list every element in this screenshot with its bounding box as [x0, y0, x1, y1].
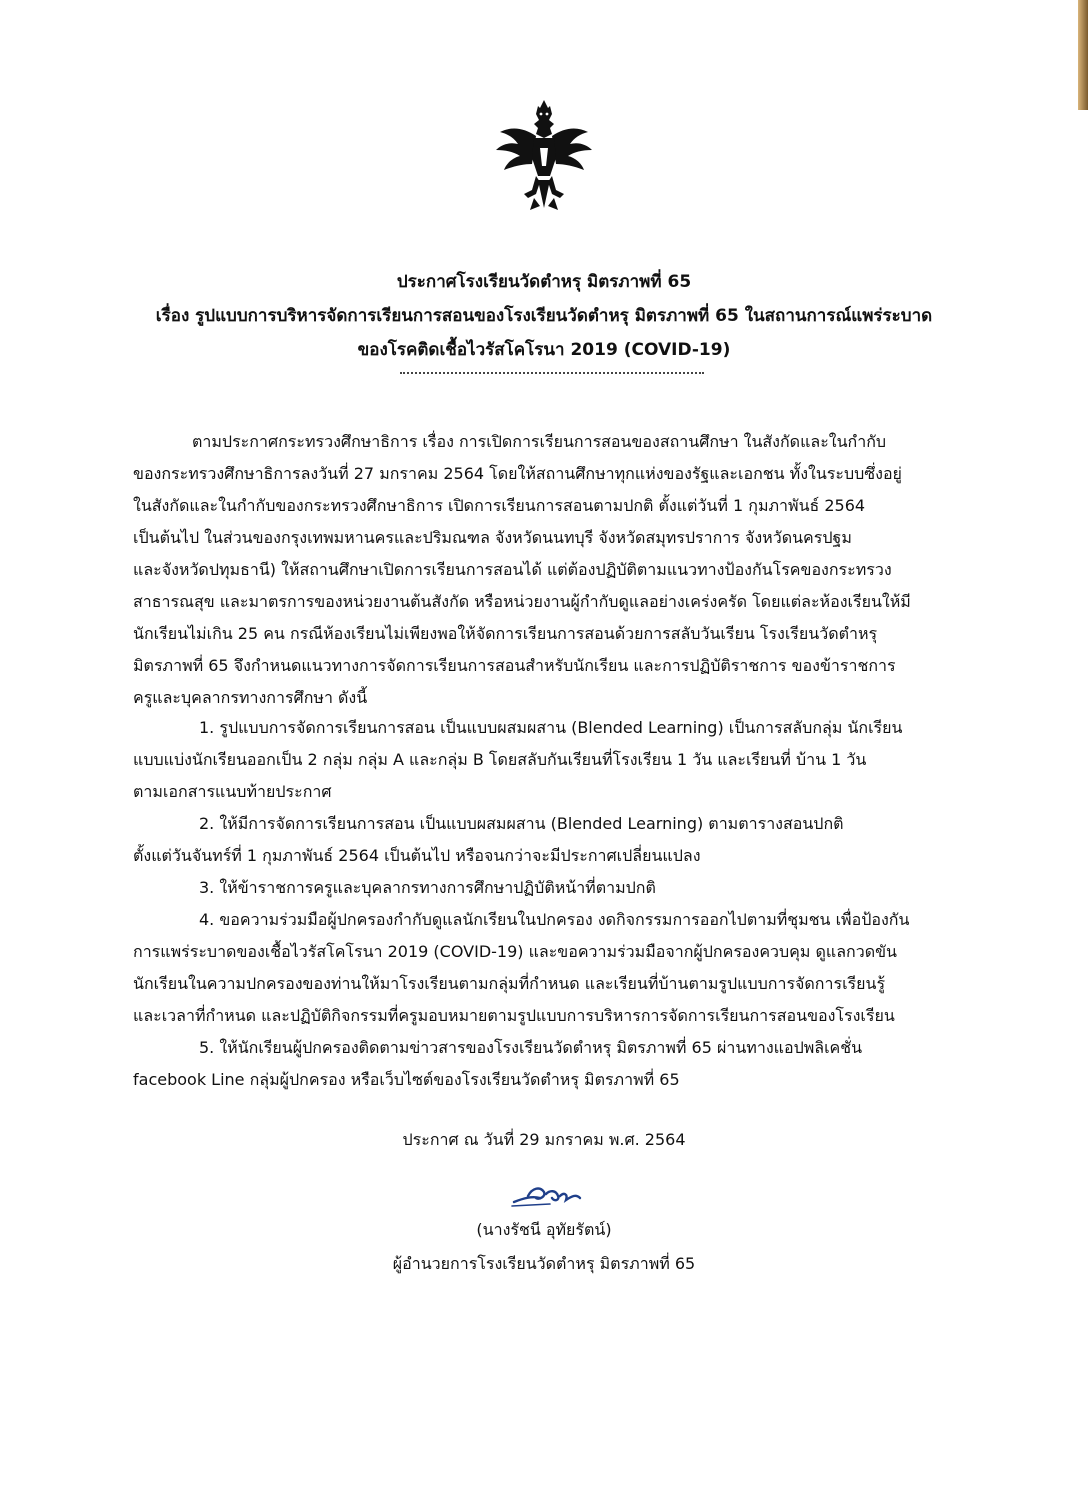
paragraph-line: 4. ขอความร่วมมือผู้ปกครองกำกับดูแลนักเรียนในปกครอง งดกิจกรรมการออกไปตามที่ชุมชน เพื่อป้องกัน: [199, 910, 910, 929]
item-1: [133, 712, 963, 808]
scan-edge: [1078, 0, 1088, 110]
announcement-date: ประกาศ ณ วันที่ 29 มกราคม พ.ศ. 2564: [402, 1130, 686, 1149]
paragraph-line: ในสังกัดและในกำกับของกระทรวงศึกษาธิการ เปิดการเรียนการสอนตามปกติ ตั้งแต่วันที่ 1 กุมภาพันธ์ 2564: [133, 496, 866, 515]
paragraph-line: นักเรียนในความปกครองของท่านให้มาโรงเรียนตามกลุ่มที่กำหนด และเรียนที่บ้านตามรูปแบบการจัดการเรียนรู้: [133, 974, 886, 993]
paragraph-line: นักเรียนไม่เกิน 25 คน กรณีห้องเรียนไม่เพียงพอให้จัดการเรียนการสอนด้วยการสลับวันเรียน โรงเรียนวัดตำหรุ: [133, 624, 878, 643]
paragraph-line: 5. ให้นักเรียนผู้ปกครองติดตามข่าวสารของโรงเรียนวัดตำหรุ มิตรภาพที่ 65 ผ่านทางแอปพลิเคชั่น: [199, 1038, 863, 1057]
paragraph-line: ตามประกาศกระทรวงศึกษาธิการ เรื่อง การเปิดการเรียนการสอนของสถานศึกษา ในสังกัดและในกำกับ: [192, 432, 887, 451]
dotted-divider: [400, 372, 704, 374]
signer-title: ผู้อำนวยการโรงเรียนวัดตำหรุ มิตรภาพที่ 65: [392, 1254, 696, 1273]
intro-paragraph: [133, 426, 963, 714]
announcement-subject-cont: ของโรคติดเชื้อไวรัสโคโรนา 2019 (COVID-19): [357, 340, 731, 360]
signer-name: (นางรัชนี อุทัยรัตน์): [476, 1220, 612, 1239]
paragraph-line: 2. ให้มีการจัดการเรียนการสอน เป็นแบบผสมผสาน (Blended Learning) ตามตารางสอนปกติ: [199, 814, 844, 833]
paragraph-line: และเวลาที่กำหนด และปฏิบัติกิจกรรมที่ครูมอบหมายตามรูปแบบการบริหารการจัดการเรียนการสอนของโรงเรียน: [133, 1006, 895, 1025]
paragraph-line: facebook Line กลุ่มผู้ปกครอง หรือเว็บไซต์ของโรงเรียนวัดตำหรุ มิตรภาพที่ 65: [133, 1070, 680, 1089]
garuda-emblem-icon: [494, 98, 594, 216]
paragraph-line: การแพร่ระบาดของเชื้อไวรัสโคโรนา 2019 (COVID-19) และขอความร่วมมือจากผู้ปกครองควบคุม ดูแลกวดขัน: [133, 942, 897, 961]
paragraph-line: 3. ให้ข้าราชการครูและบุคลากรทางการศึกษาปฏิบัติหน้าที่ตามปกติ: [199, 878, 656, 897]
item-4: [133, 904, 963, 1032]
announcement-title: ประกาศโรงเรียนวัดตำหรุ มิตรภาพที่ 65: [396, 272, 692, 292]
paragraph-line: เป็นต้นไป ในส่วนของกรุงเทพมหานครและปริมณฑล จังหวัดนนทบุรี จังหวัดสมุทรปราการ จังหวัดนครปฐม: [133, 528, 852, 547]
paragraph-line: ของกระทรวงศึกษาธิการลงวันที่ 27 มกราคม 2564 โดยให้สถานศึกษาทุกแห่งของรัฐและเอกชน ทั้งในระบบซึ่งอยู่: [133, 464, 902, 483]
item-2: [133, 808, 963, 872]
paragraph-line: สาธารณสุข และมาตรการของหน่วยงานต้นสังกัด หรือหน่วยงานผู้กำกับดูแลอย่างเคร่งครัด โดยแต่ละห้องเรียนให้มี: [133, 592, 911, 611]
paragraph-line: มิตรภาพที่ 65 จึงกำหนดแนวทางการจัดการเรียนการสอนสำหรับนักเรียน และการปฏิบัติราชการ ของข้าราชการ: [133, 656, 896, 675]
signature-mark: [510, 1180, 590, 1210]
item-3: [133, 872, 963, 904]
paragraph-line: และจังหวัดปทุมธานี) ให้สถานศึกษาเปิดการเรียนการสอนได้ แต่ต้องปฏิบัติตามแนวทางป้องกันโรคของกระทรวง: [133, 560, 892, 579]
paragraph-line: แบบแบ่งนักเรียนออกเป็น 2 กลุ่ม กลุ่ม A และกลุ่ม B โดยสลับกันเรียนที่โรงเรียน 1 วัน และเรียนที่ บ้าน 1 วัน: [133, 750, 867, 769]
paragraph-line: 1. รูปแบบการจัดการเรียนการสอน เป็นแบบผสมผสาน (Blended Learning) เป็นการสลับกลุ่ม นักเรียน: [199, 718, 903, 737]
item-5: [133, 1032, 963, 1096]
paragraph-line: ครูและบุคลากรทางการศึกษา ดังนี้: [133, 688, 368, 707]
paragraph-line: ตามเอกสารแนบท้ายประกาศ: [133, 782, 332, 801]
paragraph-line: ตั้งแต่วันจันทร์ที่ 1 กุมภาพันธ์ 2564 เป็นต้นไป หรือจนกว่าจะมีประกาศเปลี่ยนแปลง: [133, 846, 701, 865]
announcement-subject: เรื่อง รูปแบบการบริหารจัดการเรียนการสอนของโรงเรียนวัดตำหรุ มิตรภาพที่ 65 ในสถานการณ์แพร่ระบาด: [155, 306, 933, 326]
